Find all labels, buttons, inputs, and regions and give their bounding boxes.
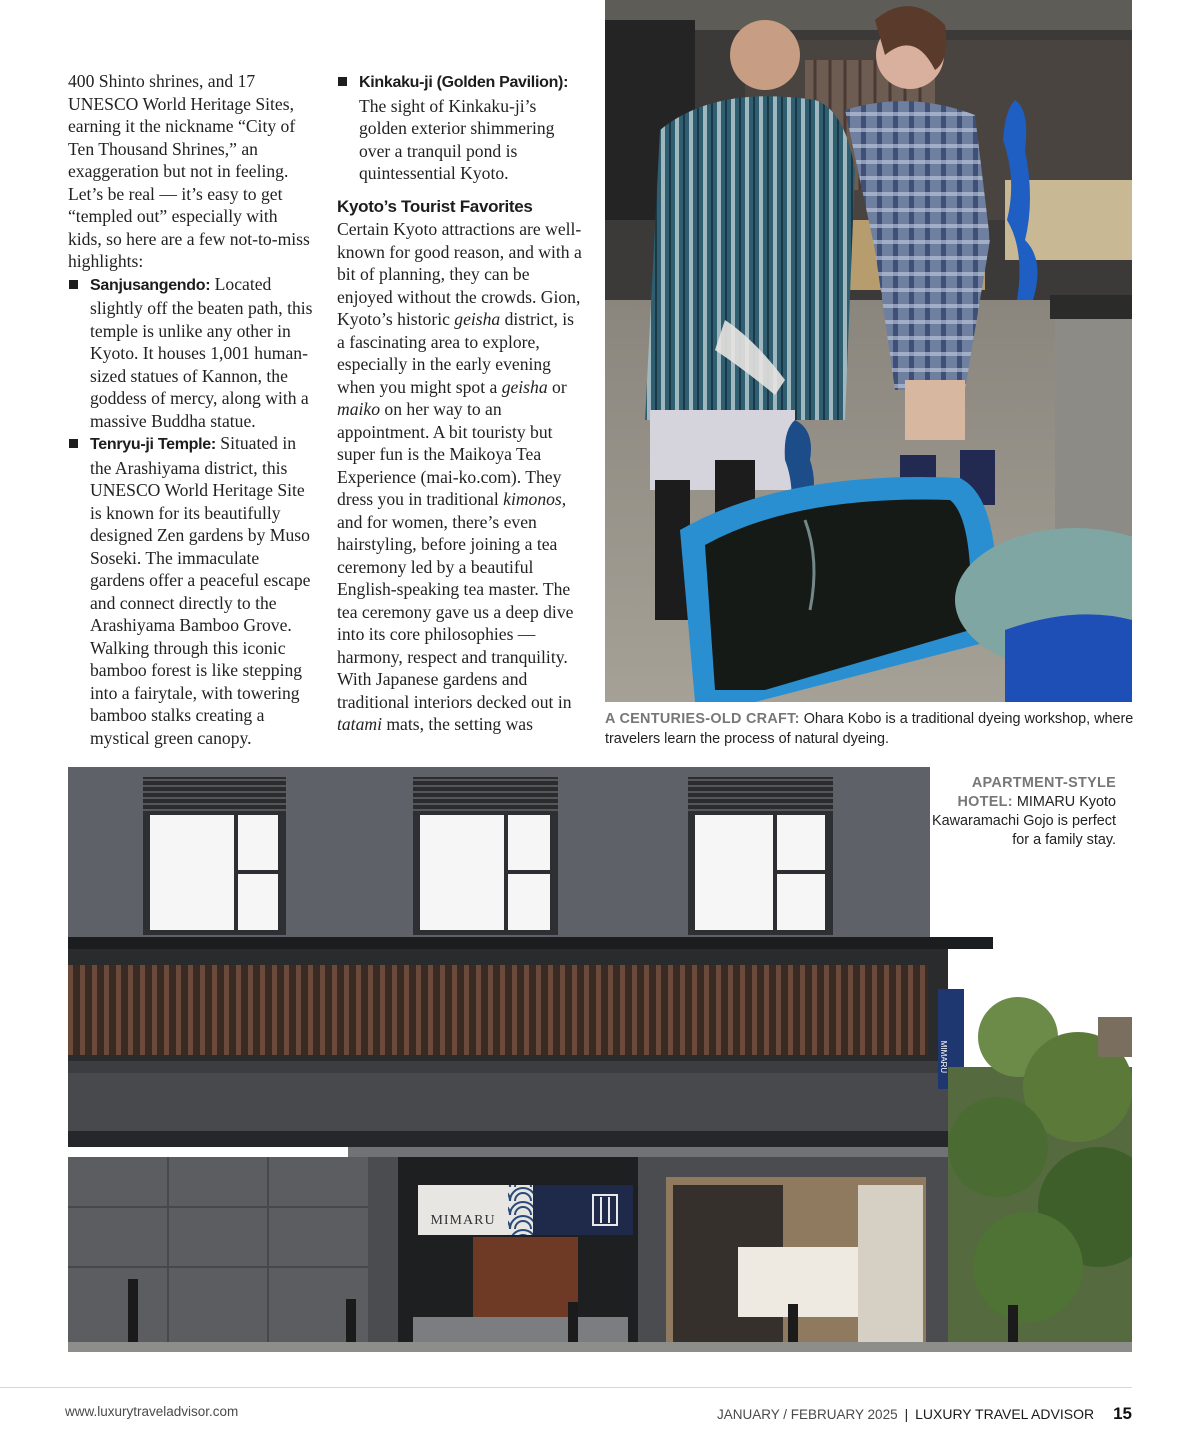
bullet-sanjusangendo	[68, 273, 314, 433]
text-run: mats, the setting was	[381, 714, 533, 734]
bullet-label: Kinkaku-ji (Golden Pavilion):	[359, 74, 569, 91]
footer-separator: |	[904, 1407, 909, 1422]
footer-url: www.luxurytraveladvisor.com	[65, 1404, 239, 1419]
footer-rule	[0, 1387, 1132, 1388]
italic-term: tatami	[337, 714, 382, 734]
intro-paragraph: 400 Shinto shrines, and 17 UNESCO World Heritage Sites, earning it the nickname “City of Ten Thousand Shrines,” an exaggeration but not in feeling. Let’s be real — it’s easy to get “templed out” especially with kids, so here are a few not-to-miss highlights:	[68, 71, 310, 271]
hotel-facade-photo	[68, 767, 1132, 1352]
bullet-kinkaku-ji	[337, 70, 583, 185]
noren-brand-text: MIMARU	[430, 1213, 496, 1228]
text-run: Certain Kyoto attractions are well-known for good reason, and with a bit of planning, they can be enjoyed without the crowds. Gion, Kyoto’s historic	[337, 219, 582, 329]
bullet-tenryu-ji	[68, 432, 314, 749]
italic-term: geisha	[501, 376, 548, 397]
dyeing-workshop-photo	[605, 0, 1132, 702]
caption-label: A CENTURIES-OLD CRAFT:	[605, 711, 800, 727]
bullet-square-icon	[338, 77, 347, 86]
bullet-label: Tenryu-ji Temple:	[90, 436, 216, 453]
bullet-text: The sight of Kinkaku-ji’s golden exterior shimmering over a tranquil pond is quintessential Kyoto.	[359, 95, 555, 183]
dyeing-photo-caption	[605, 710, 1145, 749]
footer-info	[717, 1404, 1132, 1424]
bullet-label: Sanjusangendo:	[90, 276, 211, 294]
italic-term: maiko	[337, 399, 380, 419]
page-number: 15	[1113, 1404, 1132, 1423]
article-column-1	[68, 70, 314, 749]
text-run: or	[547, 376, 567, 397]
publication-name: LUXURY TRAVEL ADVISOR	[915, 1406, 1095, 1422]
dyeing-workshop-illustration	[605, 0, 1132, 702]
italic-term: kimonos	[503, 489, 562, 509]
vertical-sign-text: MIMARU	[939, 1040, 948, 1074]
text-run: , and for women, there’s even hairstyling, before joining a tea ceremony led by a beautiful English-speaking tea master. The tea ceremony gave us a deep dive into its core philosophies — harmony, respect and tranquility. With Japanese gardens and traditional interiors decked out in	[337, 489, 574, 712]
bullet-square-icon	[69, 439, 78, 448]
text-run: district, is a fascinating area to explore, especially in the early evening when you might spot a	[337, 309, 575, 397]
hotel-photo-caption	[930, 774, 1116, 850]
body-paragraph	[337, 218, 583, 736]
bullet-text: Situated in the Arashiyama district, this UNESCO World Heritage Site is known for its beautifully designed Zen gardens by Muso Soseki. The immaculate gardens offer a peaceful escape and connect directly to the Arashiyama Bamboo Grove. Walking through this iconic bamboo forest is like stepping into a fairytale, with towering bamboo stalks creating a mystical green canopy.	[90, 433, 311, 748]
issue-date: JANUARY / FEBRUARY 2025	[717, 1407, 898, 1422]
hotel-facade-illustration	[68, 767, 1132, 1352]
bullet-text: Located slightly off the beaten path, this temple is unlike any other in Kyoto. It houses 1,001 human-sized statues of Kannon, the goddess of mercy, along with a massive Buddha statue.	[90, 273, 313, 431]
text-run: on her way to an appointment. A bit touristy but super fun is the Maikoya Tea Experience (mai-ko.com). They dress you in traditional	[337, 399, 562, 509]
caption-label: APARTMENT-STYLE HOTEL:	[957, 775, 1116, 810]
caption-text: Ohara Kobo is a traditional dyeing workshop, where travelers learn the process of natural dyeing.	[605, 711, 1134, 747]
italic-term: geisha	[454, 309, 501, 329]
bullet-square-icon	[69, 280, 78, 289]
caption-text: MIMARU Kyoto Kawaramachi Gojo is perfect for a family stay.	[932, 794, 1116, 848]
section-heading: Kyoto’s Tourist Favorites	[337, 196, 533, 216]
article-column-2	[337, 70, 583, 736]
